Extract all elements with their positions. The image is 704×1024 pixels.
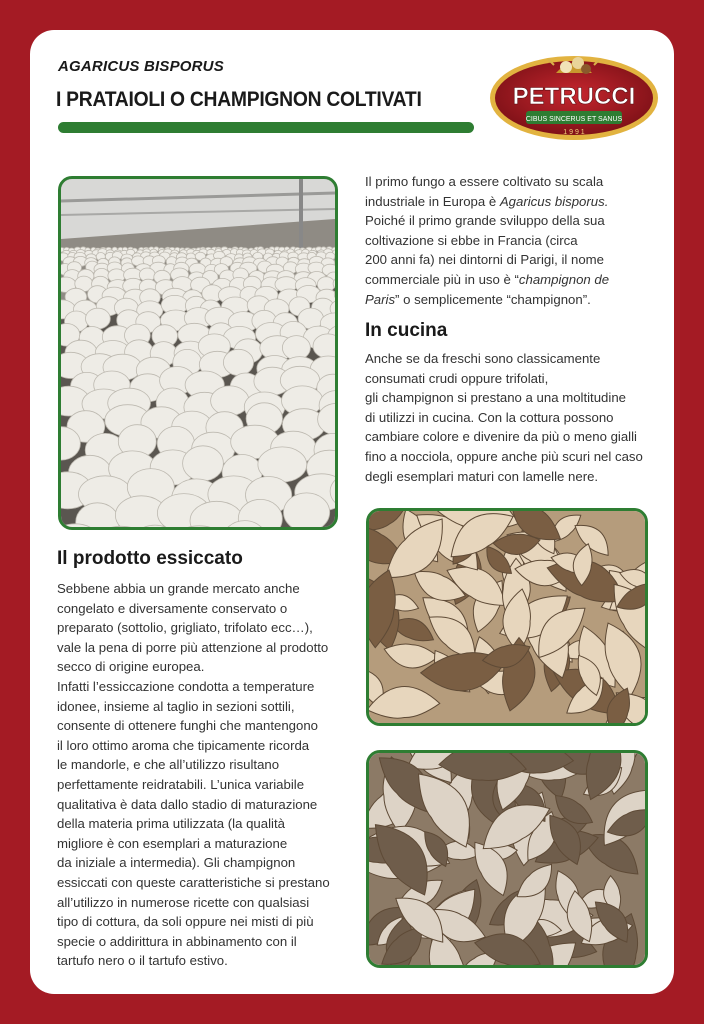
petrucci-logo xyxy=(486,43,662,143)
text-line: perfettamente reidratabili. L’unica variabile xyxy=(57,776,305,792)
text-line: vale la pena di porre più attenzione al prodotto xyxy=(57,639,329,655)
intro-text xyxy=(365,172,650,309)
mushroom-farm-photo xyxy=(58,176,338,530)
intro-line: Poiché il primo grande sviluppo della sua xyxy=(365,213,605,229)
intro-line: industriale in Europa è Agaricus bisporus. xyxy=(365,193,609,209)
logo-year: 1 9 9 1 xyxy=(563,129,585,136)
text-line: tartufo nero o il tartufo estivo. xyxy=(57,953,228,969)
text-line: da iniziale a intermedia). Gli champignon xyxy=(57,855,296,871)
page-sheet xyxy=(30,30,674,994)
text-line: della materia prima utilizzata (la qualità xyxy=(57,816,285,832)
section-heading-cucina: In cucina xyxy=(365,320,448,341)
text-line: all’utilizzo in numerose ricette con qualsiasi xyxy=(57,894,310,910)
text-line: essiccati con queste caratteristiche si prestano xyxy=(57,874,330,890)
text-line: il loro ottimo aroma che tipicamente ricorda xyxy=(57,737,310,753)
text-line: consente di ottenere funghi che mantengono xyxy=(57,718,319,734)
text-line: migliore è con esemplari a maturazione xyxy=(57,835,288,851)
cucina-text xyxy=(365,349,655,486)
dried-mushrooms-photo xyxy=(366,750,648,968)
text-line: Infatti l’essiccazione condotta a temperature xyxy=(57,678,315,694)
section-heading-prodotto: Il prodotto essiccato xyxy=(57,548,243,569)
intro-line: Il primo fungo a essere coltivato su scala xyxy=(365,174,604,189)
intro-line: commerciale più in uso è “champignon de xyxy=(365,271,610,287)
intro-line: 200 anni fa) nei dintorni di Parigi, il nome xyxy=(365,252,604,268)
text-line: cambiare colore e divenire da più o meno gialli xyxy=(365,429,637,445)
text-line: gli champignon si prestano a una moltitudine xyxy=(365,390,626,406)
text-line: congelato e diversamente conservato o xyxy=(57,600,288,616)
text-line: degli esemplari maturi con lamelle nere. xyxy=(365,468,599,484)
text-line: Sebbene abbia un grande mercato anche xyxy=(57,581,300,596)
dried-slices-photo xyxy=(366,508,648,726)
text-line: Anche se da freschi sono classicamente xyxy=(365,351,601,366)
page-title: I PRATAIOLI O CHAMPIGNON COLTIVATI xyxy=(56,88,422,111)
text-line: tipo di cottura, da soli oppure nei misti di più xyxy=(57,914,314,930)
text-line: consumati crudi oppure trifolati, xyxy=(365,370,549,386)
text-line: di utilizzi in cucina. Con la cottura possono xyxy=(365,409,614,425)
prodotto-text xyxy=(57,579,342,971)
intro-line: coltivazione si ebbe in Francia (circa xyxy=(365,232,578,248)
intro-line: Paris” o semplicemente “champignon”. xyxy=(365,291,591,307)
text-line: secco di origine europea. xyxy=(57,659,205,675)
text-line: preparato (sottolio, grigliato, trifolato ecc…), xyxy=(57,620,313,636)
text-line: specie o addirittura in abbinamento con il xyxy=(57,933,297,949)
text-line: le mandorle, e che all’utilizzo risultano xyxy=(57,757,280,773)
text-line: qualitativa è data dallo stadio di maturazione xyxy=(57,796,318,812)
logo-motto: CIBUS SINCERUS ET SANUS xyxy=(525,116,623,123)
title-underline-bar xyxy=(58,122,474,133)
text-line: idonee, insieme al taglio in sezioni sottili, xyxy=(57,698,295,714)
species-kicker: AGARICUS BISPORUS xyxy=(58,58,224,75)
text-line: fino a nocciola, oppure anche più scuri nel caso xyxy=(365,448,643,464)
logo-name: PETRUCCI xyxy=(512,83,636,110)
